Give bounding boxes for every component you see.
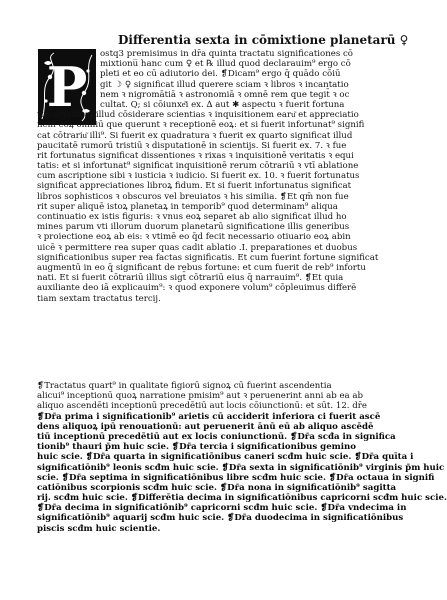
text-line: mixtionu̅ hanc cum ♀ et ℞ illud quod declarauim⁹ ergo cō [100,59,351,70]
text-line: pleti et eo cū adiutorio dei. ❡Dicam⁹ ergo q̄ quādo cōiū [100,69,341,80]
text-line: tus significat illud cōsiderare scientias ꝛ inquisitionem earu͂ et appreciatio [37,110,359,121]
text-line: uicē ꝛ permittere rea super quas cadit ablatio .I. preparationes et duobus [37,242,358,253]
text-line: cum ascriptione sibi ꝛ iusticia ꝛ iudicio. Si fuerit ex. 10. ꝛ fuerit fortunatus [37,171,360,182]
text-line: continuatio ex istis figuris: ꝛ vnus eoꝝ separet ab alio significat illud ho [37,212,347,222]
text-line: nem ꝛ nigromātiā ꝛ astronomiā ꝛ omnē rem que tegit̄ ꝛ oc [100,89,350,100]
text-line: cat cōtrariu͂ illi⁹. Si fuerit ex quadratura ꝛ fuerit ex quarto significat illud [37,130,353,141]
text-line: git ☽ ♀ significat illud querere sciam ꝛ libros ꝛ incantatio [100,79,349,90]
text-line: augmentū in eo q̄ significant de rebus fortune: et cum fuerit de reb⁹ infortu [37,262,366,273]
text-line: ꝛ proiectione eoꝝ ab eis: ꝛ vtimē eo q̄d fecit necessario otiuario eoꝝ abin [37,232,351,243]
text-line: libros sophisticos ꝛ obscuros vel breuiatos ꝛ his similia. ❡Et qm̄ non fue [37,191,349,202]
text-line: cultat. Q; si cōiunxe͂i ex. ∆ aut ✱ aspectu ꝛ fuerit fortuna [100,99,345,110]
text-line: tiam sextam tractatus tercij. [37,293,161,304]
text-line: significat appreciationes libroꝝ fidum. Et si fuerit infortunatus significat [37,181,352,192]
text-line: huic scie. ❡Dr̄a quarta in significatiōnibus caneri scđm huic scie. ❡Dr̄a quīta i [37,452,414,463]
text-line: significatiōnib⁹ leonis scđm huic scie. ❡Dr̄a sexta in significatiōnib⁹ virginis p̄m huic [37,462,445,473]
paragraph-two [37,381,447,534]
text-line: ostq3 premisimus in dr̄a quinta tractatu significationes cō [100,49,353,59]
text-line: auxiliante deo iā explicauim⁹: ꝛ quod exponere volum⁹ cōpleuimus differē [37,283,357,294]
text-line: ❡Dr̄a decima in significatiōnib⁹ capricorni scđm huic scie. ❡Dr̄a vndecima in [37,503,407,514]
text-line: alicui⁹ inceptionū quoꝝ narratione pmisim⁹ aut ꝛ peruenerint anni ab ea ab [37,391,364,402]
text-line: ❡Dr̄a prima i significationib⁹ arietis cū acciderit inferiora ci fuerit ascē [37,411,381,422]
text-line: piscis scđm huic scientie. [37,523,161,534]
text-line: paucitatē rumorū tristiū ꝛ disputationē in scientijs. Si fuerit ex. 7. ꝛ fue [37,140,347,151]
text-line: mines parum vti illorum duorum planetarū significatione illis generibus [37,222,350,233]
section-heading: Differentia sexta in cōmixtione planetarū ♀ [118,33,409,47]
text-line: tionib⁹ thauri p̄m huic scie. ❡Dr̄a tercia i significationibus gemino [37,442,357,453]
text-line: aliquo ascendēti inceptionū precedētiū aut locis cōiunctionū: et sūt. 12. dr̄e [37,401,367,412]
text-line: tiū inceptionū precedētiū aut ex locis coniunctionū. ❡Dr̄a scđa in significa [37,431,396,442]
text-line: scie. ❡Dr̄a septima in significatiōnibus libre scđm huic scie. ❡Dr̄a octaua in signifi [37,472,435,483]
paragraph-one [37,49,405,304]
initial-letter: P [46,55,88,119]
text-line: significatiōnib⁹ aquarij scđm huic scie. ❡Dr̄a duodecima in significatiōnibus [37,513,404,524]
text-line: rit super aliquē istoꝝ planetaꝝ in temporib⁹ quod determinam⁹ aliqua [37,201,338,212]
text-line: nem eoꝝ omniū que querunt ꝛ receptionē eoꝝ: et si fuerit infortunat⁹ signifi [37,120,365,131]
text-line: rij. scđm huic scie. ❡Differētia decima in significatiōnibus capricorni scđm huic scie. [37,493,447,504]
text-line: dens aliquoꝝ ipū renouationū: aut peruenerit ānū eū ab aliquo ascēdē [37,421,374,432]
text-line: ❡Tractatus quart⁹ in qualitate figiorū signoꝝ cū fuerint ascendentia [37,381,332,391]
text-line: catiōnibus scorpionis scđm huic scie. ❡Dr̄a nona in significatiōnib⁹ sagitta [37,482,397,493]
text-line: significationibus super rea factas significatis. Et cum fuerint fortune significat [37,252,379,263]
text-line: tatis: et si infortunat⁹ significat inquisitionē rerum cōtrariū ꝛ vtī ablatione [37,161,359,172]
text-line: rit fortunatus significat dissentiones ꝛ rixas ꝛ inquisitionē veritatis ꝛ equi [37,150,354,161]
text-line: nati. Et si fuerit cōtrariū illius sigt̄ cōtrariū eius q̄ narrauim⁹. ❡Et quia [37,273,344,284]
